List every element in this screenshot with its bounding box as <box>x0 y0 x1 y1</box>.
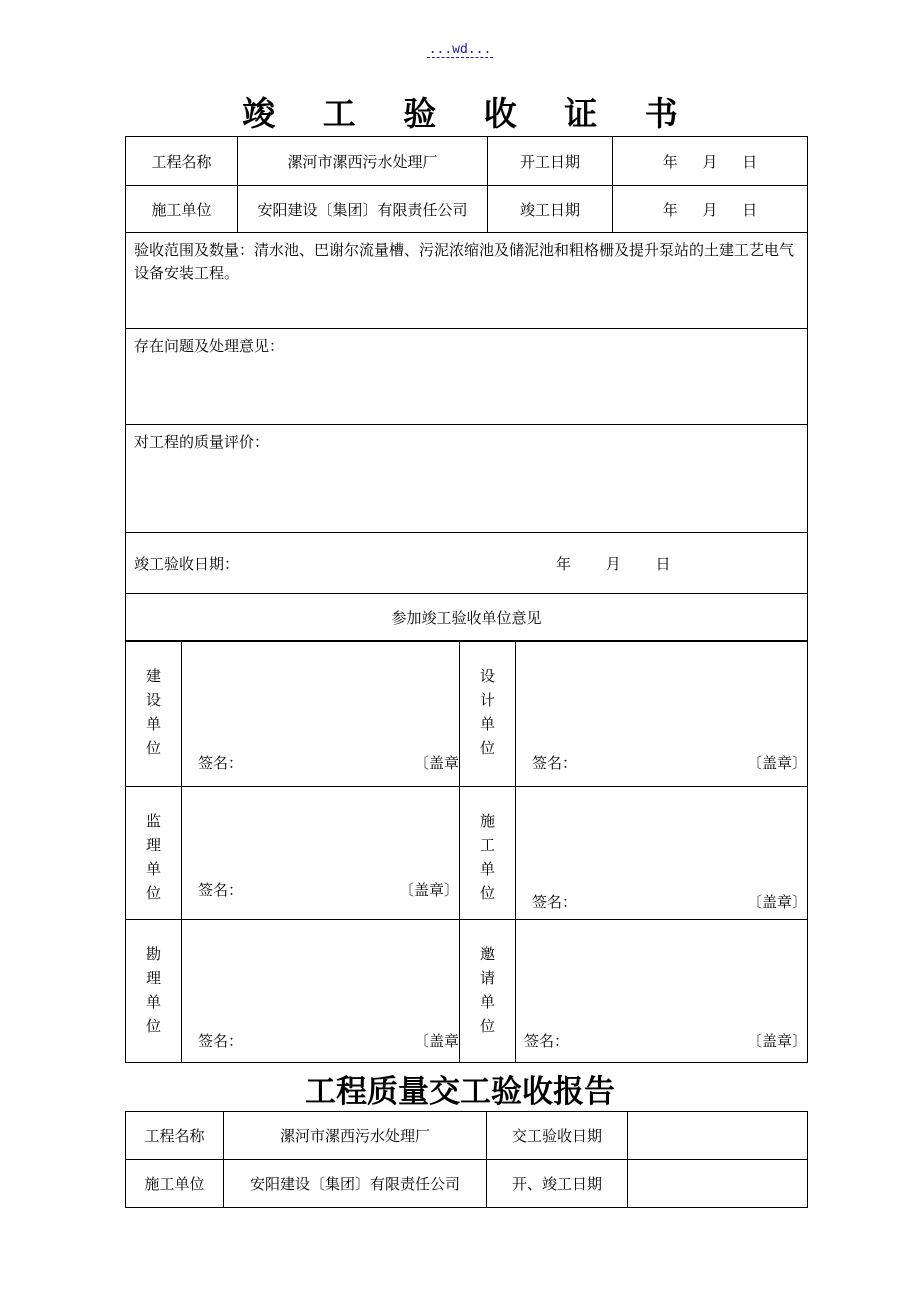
report-table <box>125 1111 808 1208</box>
acceptance-date-value: 年 月 日 <box>556 554 671 573</box>
report-contractor-label: 施工单位 <box>126 1160 224 1208</box>
issues-and-opinions: 存在问题及处理意见： <box>126 329 808 425</box>
supervise-unit-label: 监 理 单 位 <box>126 787 182 920</box>
survey-unit-label: 勘 理 单 位 <box>126 920 182 1063</box>
certificate-table <box>125 136 808 641</box>
start-end-date-value <box>628 1160 808 1208</box>
report-project-name-value: 漯河市漯西污水处理厂 <box>224 1112 487 1160</box>
design-unit-label: 设 计 单 位 <box>460 642 516 787</box>
seal-label: 〔盖章〕 <box>746 754 807 772</box>
certificate-title: 竣 工 验 收 证 书 <box>242 94 696 133</box>
construct-unit-sign-cell <box>516 787 808 920</box>
sign-label: 签名： <box>198 881 244 899</box>
invite-unit-label: 邀 请 单 位 <box>460 920 516 1063</box>
start-date-label: 开工日期 <box>488 137 613 186</box>
contractor-value: 安阳建设〔集团〕有限责任公司 <box>238 186 488 233</box>
completion-date-label: 竣工日期 <box>488 186 613 233</box>
sign-label: 签名： <box>532 893 578 911</box>
construct-unit-label: 施 工 单 位 <box>460 787 516 920</box>
contractor-label: 施工单位 <box>126 186 238 233</box>
acceptance-date-label: 竣工验收日期： <box>134 554 240 573</box>
sign-label: 签名： <box>198 754 244 772</box>
header-mark: ...wd... <box>428 42 492 57</box>
seal-label: 〔盖章 <box>413 754 459 772</box>
acceptance-scope: 验收范围及数量：清水池、巴谢尔流量槽、污泥浓缩池及储泥池和粗格栅及提升泵站的土建工艺电气设备安装工程。 <box>126 233 808 329</box>
sign-label: 签名： <box>532 754 578 772</box>
handover-date-value <box>628 1112 808 1160</box>
seal-label: 〔盖章〕 <box>746 893 807 911</box>
survey-unit-sign-cell <box>182 920 460 1063</box>
seal-label: 〔盖章〕 <box>746 1032 807 1050</box>
report-title: 工程质量交工验收报告 <box>305 1074 615 1110</box>
start-date-value: 年 月 日 <box>613 137 808 186</box>
project-name-value: 漯河市漯西污水处理厂 <box>238 137 488 186</box>
supervise-unit-sign-cell <box>182 787 460 920</box>
acceptance-date-row <box>126 533 808 594</box>
invite-unit-sign-cell <box>516 920 808 1063</box>
start-end-date-label: 开、竣工日期 <box>487 1160 628 1208</box>
report-contractor-value: 安阳建设〔集团〕有限责任公司 <box>224 1160 487 1208</box>
design-unit-sign-cell <box>516 642 808 787</box>
sign-label: 签名： <box>524 1032 570 1050</box>
seal-label: 〔盖章 <box>413 1032 459 1050</box>
report-project-name-label: 工程名称 <box>126 1112 224 1160</box>
opinions-header: 参加竣工验收单位意见 <box>126 594 808 641</box>
handover-date-label: 交工验收日期 <box>487 1112 628 1160</box>
build-unit-sign-cell <box>182 642 460 787</box>
sign-label: 签名： <box>198 1032 244 1050</box>
seal-label: 〔盖章〕 <box>398 881 459 899</box>
build-unit-label: 建 设 单 位 <box>126 642 182 787</box>
units-table <box>125 641 808 1063</box>
quality-evaluation: 对工程的质量评价： <box>126 425 808 533</box>
completion-date-value: 年 月 日 <box>613 186 808 233</box>
project-name-label: 工程名称 <box>126 137 238 186</box>
